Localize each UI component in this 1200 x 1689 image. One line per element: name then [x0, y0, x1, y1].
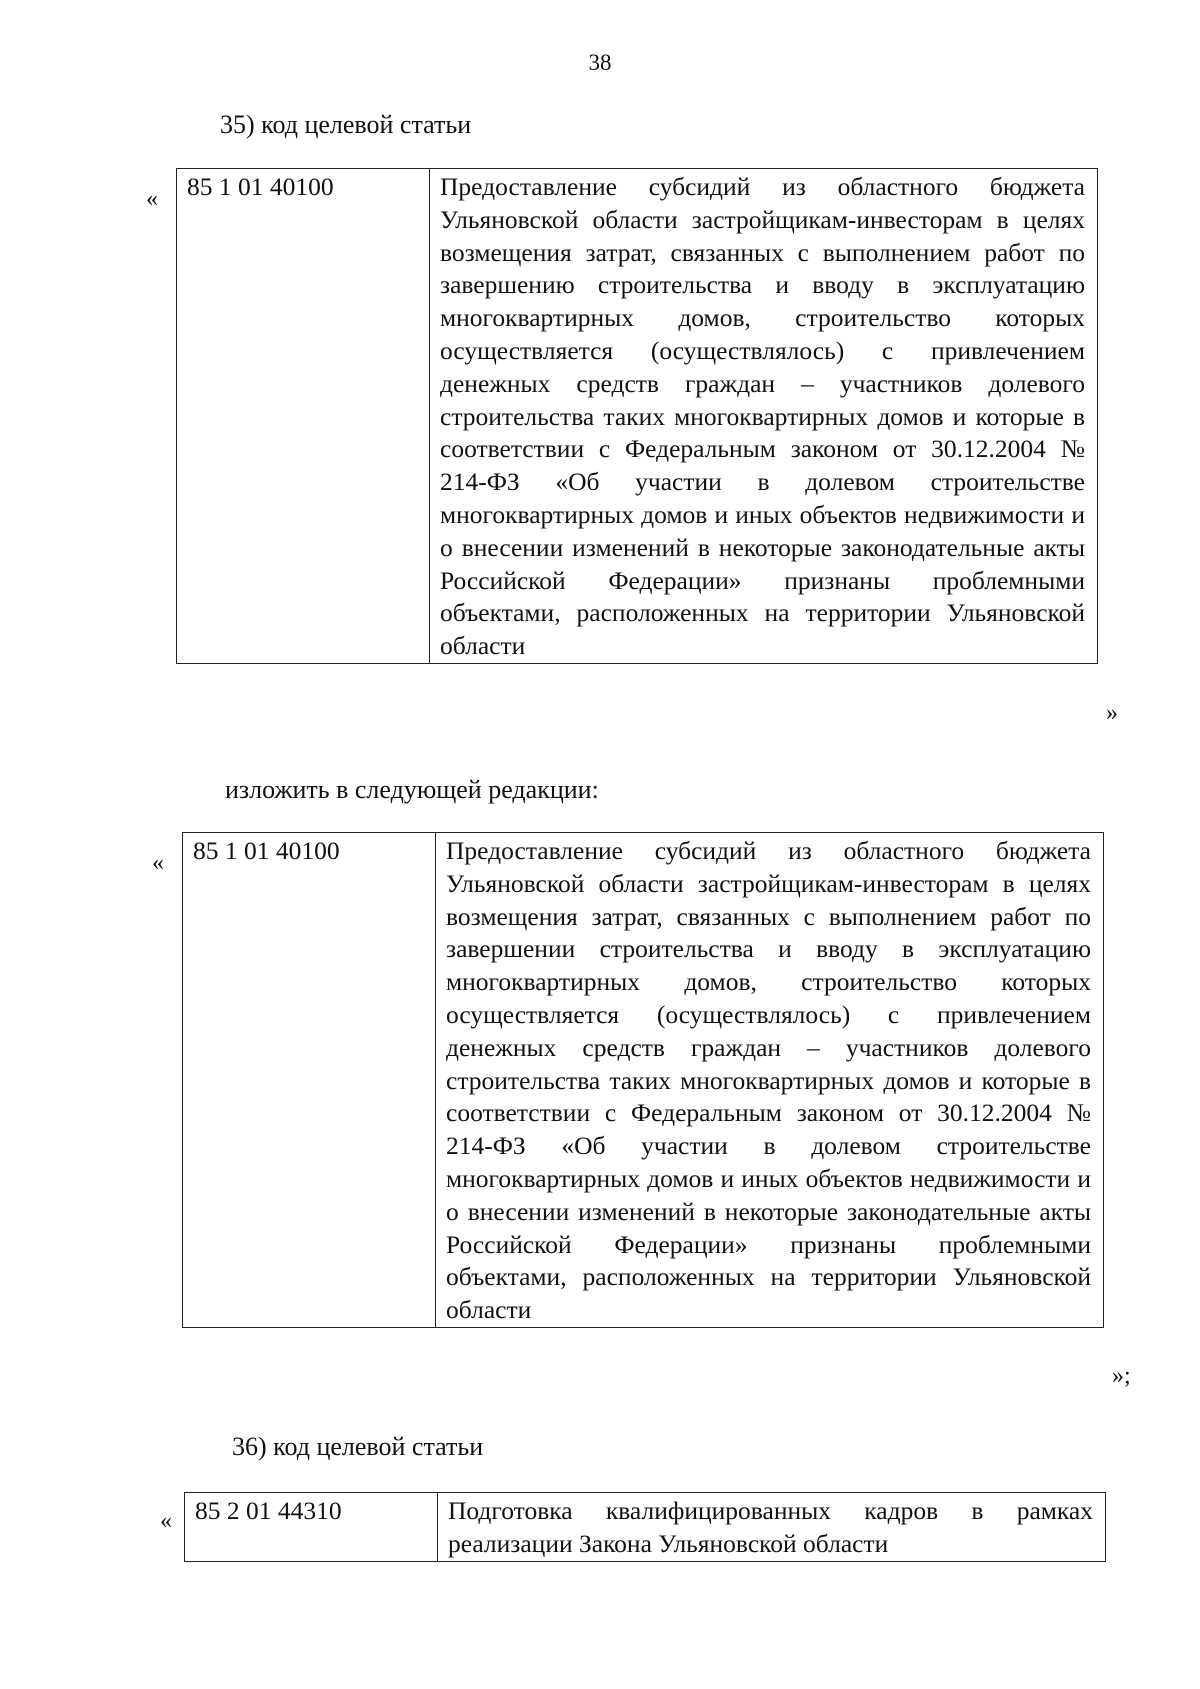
page-number: 38 — [588, 50, 612, 75]
target-code-cell: 85 2 01 44310 — [185, 1493, 438, 1562]
old-row-open-quote: « — [146, 186, 158, 212]
item-35-heading: 35) код целевой статьи — [220, 110, 472, 139]
new-row-open-quote: « — [152, 850, 164, 876]
new-row-close-quote: »; — [1112, 1363, 1131, 1389]
replace-instruction: изложить в следующей редакции: — [225, 775, 599, 804]
table-row — [177, 169, 1098, 664]
table-row — [185, 1493, 1106, 1562]
table-row — [183, 833, 1104, 1328]
target-description-cell: Подготовка квалифицированных кадров в рамках реализации Закона Ульяновской области — [438, 1493, 1106, 1562]
target-description-cell: Предоставление субсидий из областного бюджета Ульяновской области застройщикам-инвесторам в целях возмещения затрат, связанных с выполнением работ по завершению строительства и вводу в эксплуатацию многоквартирных домов, строительство которых осуществляется (осуществлялось) с привлечением денежных средств граждан – участников долевого строительства таких многоквартирных домов и которые в соответствии с Федеральным законом от 30.12.2004 № 214-ФЗ «Об участии в долевом строительстве многоквартирных домов и иных объектов недвижимости и о внесении изменений в некоторые законодательные акты Российской Федерации» признаны проблемными объектами, расположенных на территории Ульяновской области — [430, 169, 1098, 664]
item36-code-table — [184, 1492, 1106, 1562]
new-code-table — [182, 832, 1104, 1328]
target-code-cell: 85 1 01 40100 — [183, 833, 436, 1328]
old-row-close-quote: » — [1106, 700, 1118, 726]
target-code-cell: 85 1 01 40100 — [177, 169, 430, 664]
old-code-table — [176, 168, 1098, 664]
item-36-heading: 36) код целевой статьи — [232, 1432, 484, 1461]
target-description-cell: Предоставление субсидий из областного бюджета Ульяновской области застройщикам-инвесторам в целях возмещения затрат, связанных с выполнением работ по завершении строительства и вводу в эксплуатацию многоквартирных домов, строительство которых осуществляется (осуществлялось) с привлечением денежных средств граждан – участников долевого строительства таких многоквартирных домов и которые в соответствии с Федеральным законом от 30.12.2004 № 214-ФЗ «Об участии в долевом строительстве многоквартирных домов и иных объектов недвижимости и о внесении изменений в некоторые законодательные акты Российской Федерации» признаны проблемными объектами, расположенных на территории Ульяновской области — [436, 833, 1104, 1328]
item36-open-quote: « — [160, 1508, 172, 1534]
